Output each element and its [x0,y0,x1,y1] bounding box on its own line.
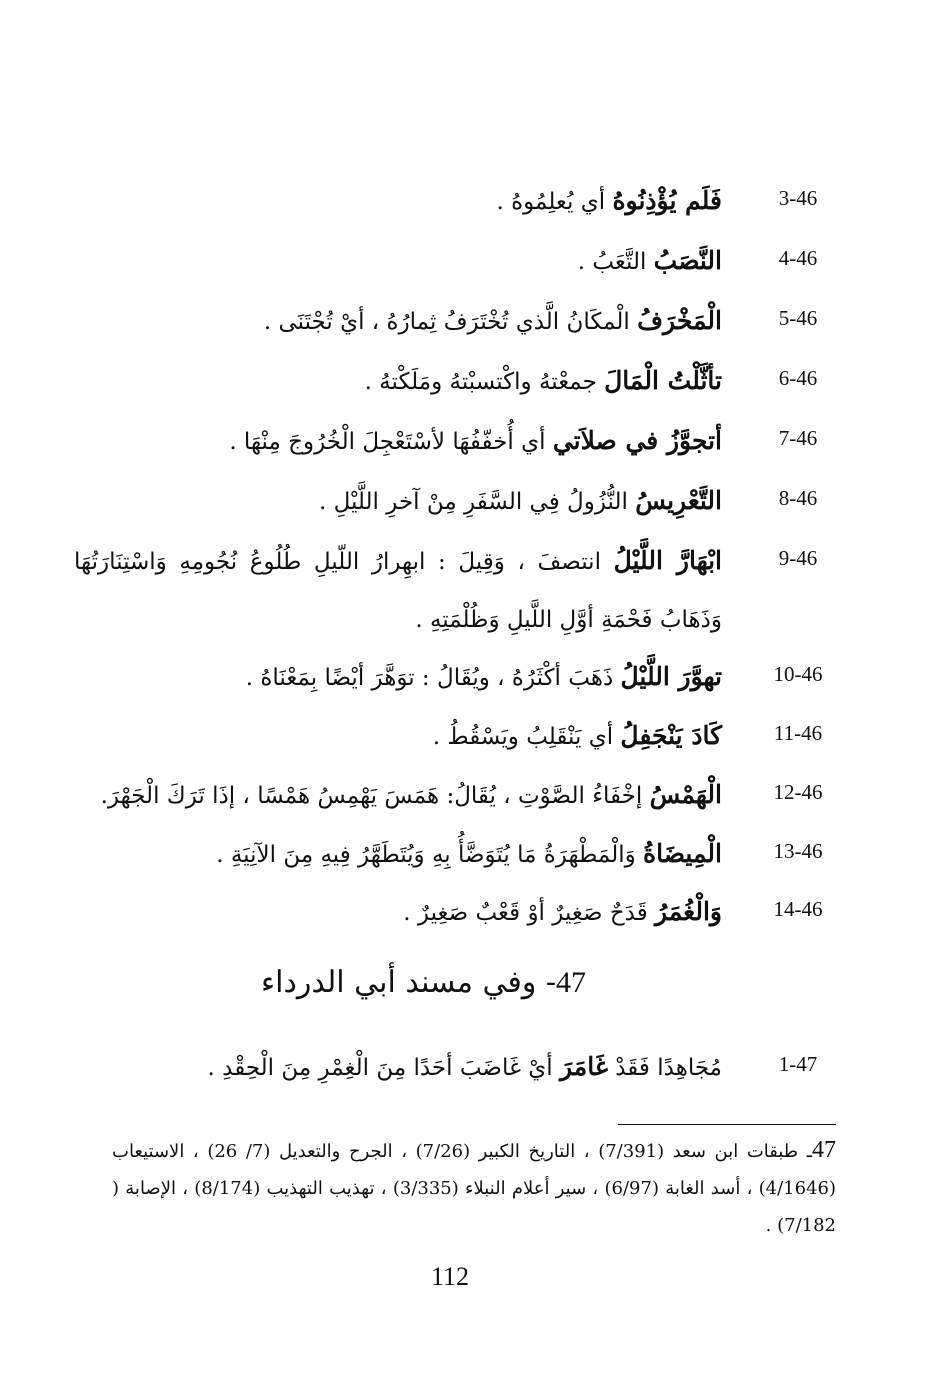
entry-definition: قَدَحٌ صَغِيرٌ أوْ قَعْبٌ صَغِيرٌ . [403,900,656,926]
entry-definition: ذَهَبَ أكْثَرُهُ ، ويُقَالُ : توَهَّرَ أيْضًا بِمَعْنَاهُ . [245,665,621,691]
entry-number: 8-46 [778,486,818,510]
entry-definition: جمعْتهُ واكْتسبْتهُ ومَلَكْتهُ . [364,369,605,395]
entry-row [0,1042,946,1092]
entry-text [319,476,722,527]
entry-row [0,532,946,652]
entry-number: 12-46 [773,780,823,804]
entry-definition: إخْفَاءُ الصَّوْتِ ، يُقَالُ: هَمَسَ يَهْمِسُ هَمْسًا ، إذَا تَرَكَ الْجَهْرَ. [100,783,650,809]
entry-definition: أي أُخفّفُهَا لأسْتَعْجِلَ الْخُرُوجَ مِنْهَا . [229,429,553,455]
entry-number: 9-46 [778,546,818,570]
entry-term: غَامَرَ [560,1052,608,1081]
entry-row [0,416,946,466]
entry-number: 7-46 [778,426,818,450]
section-heading-number: 47 [556,966,586,999]
entry-term: فَلَم يُؤْذِنُوهُ [612,186,722,215]
entry-definition: أي يَنْقَلِبُ ويَسْقُطُ . [432,724,621,750]
entry-row [0,356,946,406]
entry-row [0,176,946,226]
entry-definition: انتصفَ ، وَقِيلَ : ابهِرارُ اللّيلِ طُلُوعُ نُجُومِهِ وَاسْتِنَارَتُهَا وَذَهَابُ فَحْمَةِ أوَّلِ اللَّيلِ وَظُلْمَتِهِ . [74,549,722,633]
entry-text [216,829,722,880]
entry-term: تأثَّلْتُ الْمَالَ [604,366,722,395]
footnote [112,1132,836,1244]
entry-term: الْمَخْرَفُ [637,306,722,335]
entry-term: الْهَمْسُ [649,780,722,809]
entry-number: 3-46 [778,186,818,210]
entry-term: كَادَ يَنْجَفِلُ [620,721,722,750]
entry-definition: التَّعَبُ . [577,249,654,275]
entry-term: الْمِيضَاةُ [643,839,722,868]
entry-definition: النُّزُولُ فِي السَّفَرِ مِنْ آخرِ اللَّيْلِ . [318,489,636,515]
entry-row [0,476,946,526]
section-heading-title: - وفي مسند أبي الدرداء [261,965,556,1000]
entry-number: 4-46 [778,246,818,270]
entry-number: 14-46 [773,897,823,921]
entry-row [0,770,946,820]
entry-number: 1-47 [778,1052,818,1076]
entry-term: التَّعْرِيسُ [635,486,722,515]
footnote-divider [618,1124,836,1125]
entry-number: 11-46 [773,721,823,745]
footnote-number: 47 [812,1137,836,1163]
entry-prefix: مُجَاهِدًا فَقَدْ [607,1055,722,1081]
section-heading [261,965,586,1000]
entry-text [496,176,722,227]
entry-term: ابْهَارَّ اللَّيْلُ [613,546,723,575]
entry-number: 5-46 [778,306,818,330]
entry-number: 10-46 [773,662,823,686]
entry-definition: أي يُعلِمُوهُ . [496,189,613,215]
entry-definition: أيْ غَاضَبَ أحَدًا مِنَ الْغِمْرِ مِنَ الْحِقْدِ . [207,1055,561,1081]
footnote-text: ـ طبقات ابن سعد (7/391) ، التاريخ الكبير (7/26) ، الجرح والتعديل (7/ 26) ، الاستيعاب (4/1646) ، أسد الغابة (6/97) ، سير أعلام النبلاء (3/335) ، تهذيب التهذيب (8/174) ، الإصابة ( 7/182) . [112,1141,837,1236]
entry-term: وَالْغُمَرُ [655,897,722,926]
entry-row [0,236,946,286]
entry-text [101,770,722,821]
entry-text [365,356,722,407]
entry-text [74,532,722,649]
entry-row [0,652,946,702]
entry-term: أتجوَّزُ في صلاَتي [552,426,722,455]
entry-row [0,887,946,937]
entry-definition: وَالْمَطْهَرَةُ مَا يُتَوَضَّأُ بِهِ وَيُتَطَهَّرُ فِيهِ مِنَ الآنِيَةِ . [216,842,644,868]
entry-term: النَّصَبُ [653,246,722,275]
entry-text [208,1042,723,1093]
entry-number: 6-46 [778,366,818,390]
entry-definition: الْمكَانُ الَّذي تُخْتَرَفُ ثِمارُهُ ، أيْ تُجْتَنَى . [263,309,638,335]
entry-text [403,887,722,938]
entry-term: تهوَّرَ اللَّيْلُ [620,662,722,691]
entry-text [264,296,722,347]
page-number: 112 [430,1262,470,1291]
entry-text [229,416,722,467]
entry-row [0,829,946,879]
entry-row [0,296,946,346]
entry-text [246,652,722,703]
entry-text [578,236,722,287]
entry-number: 13-46 [773,839,823,863]
entry-row [0,711,946,761]
entry-text [433,711,722,762]
